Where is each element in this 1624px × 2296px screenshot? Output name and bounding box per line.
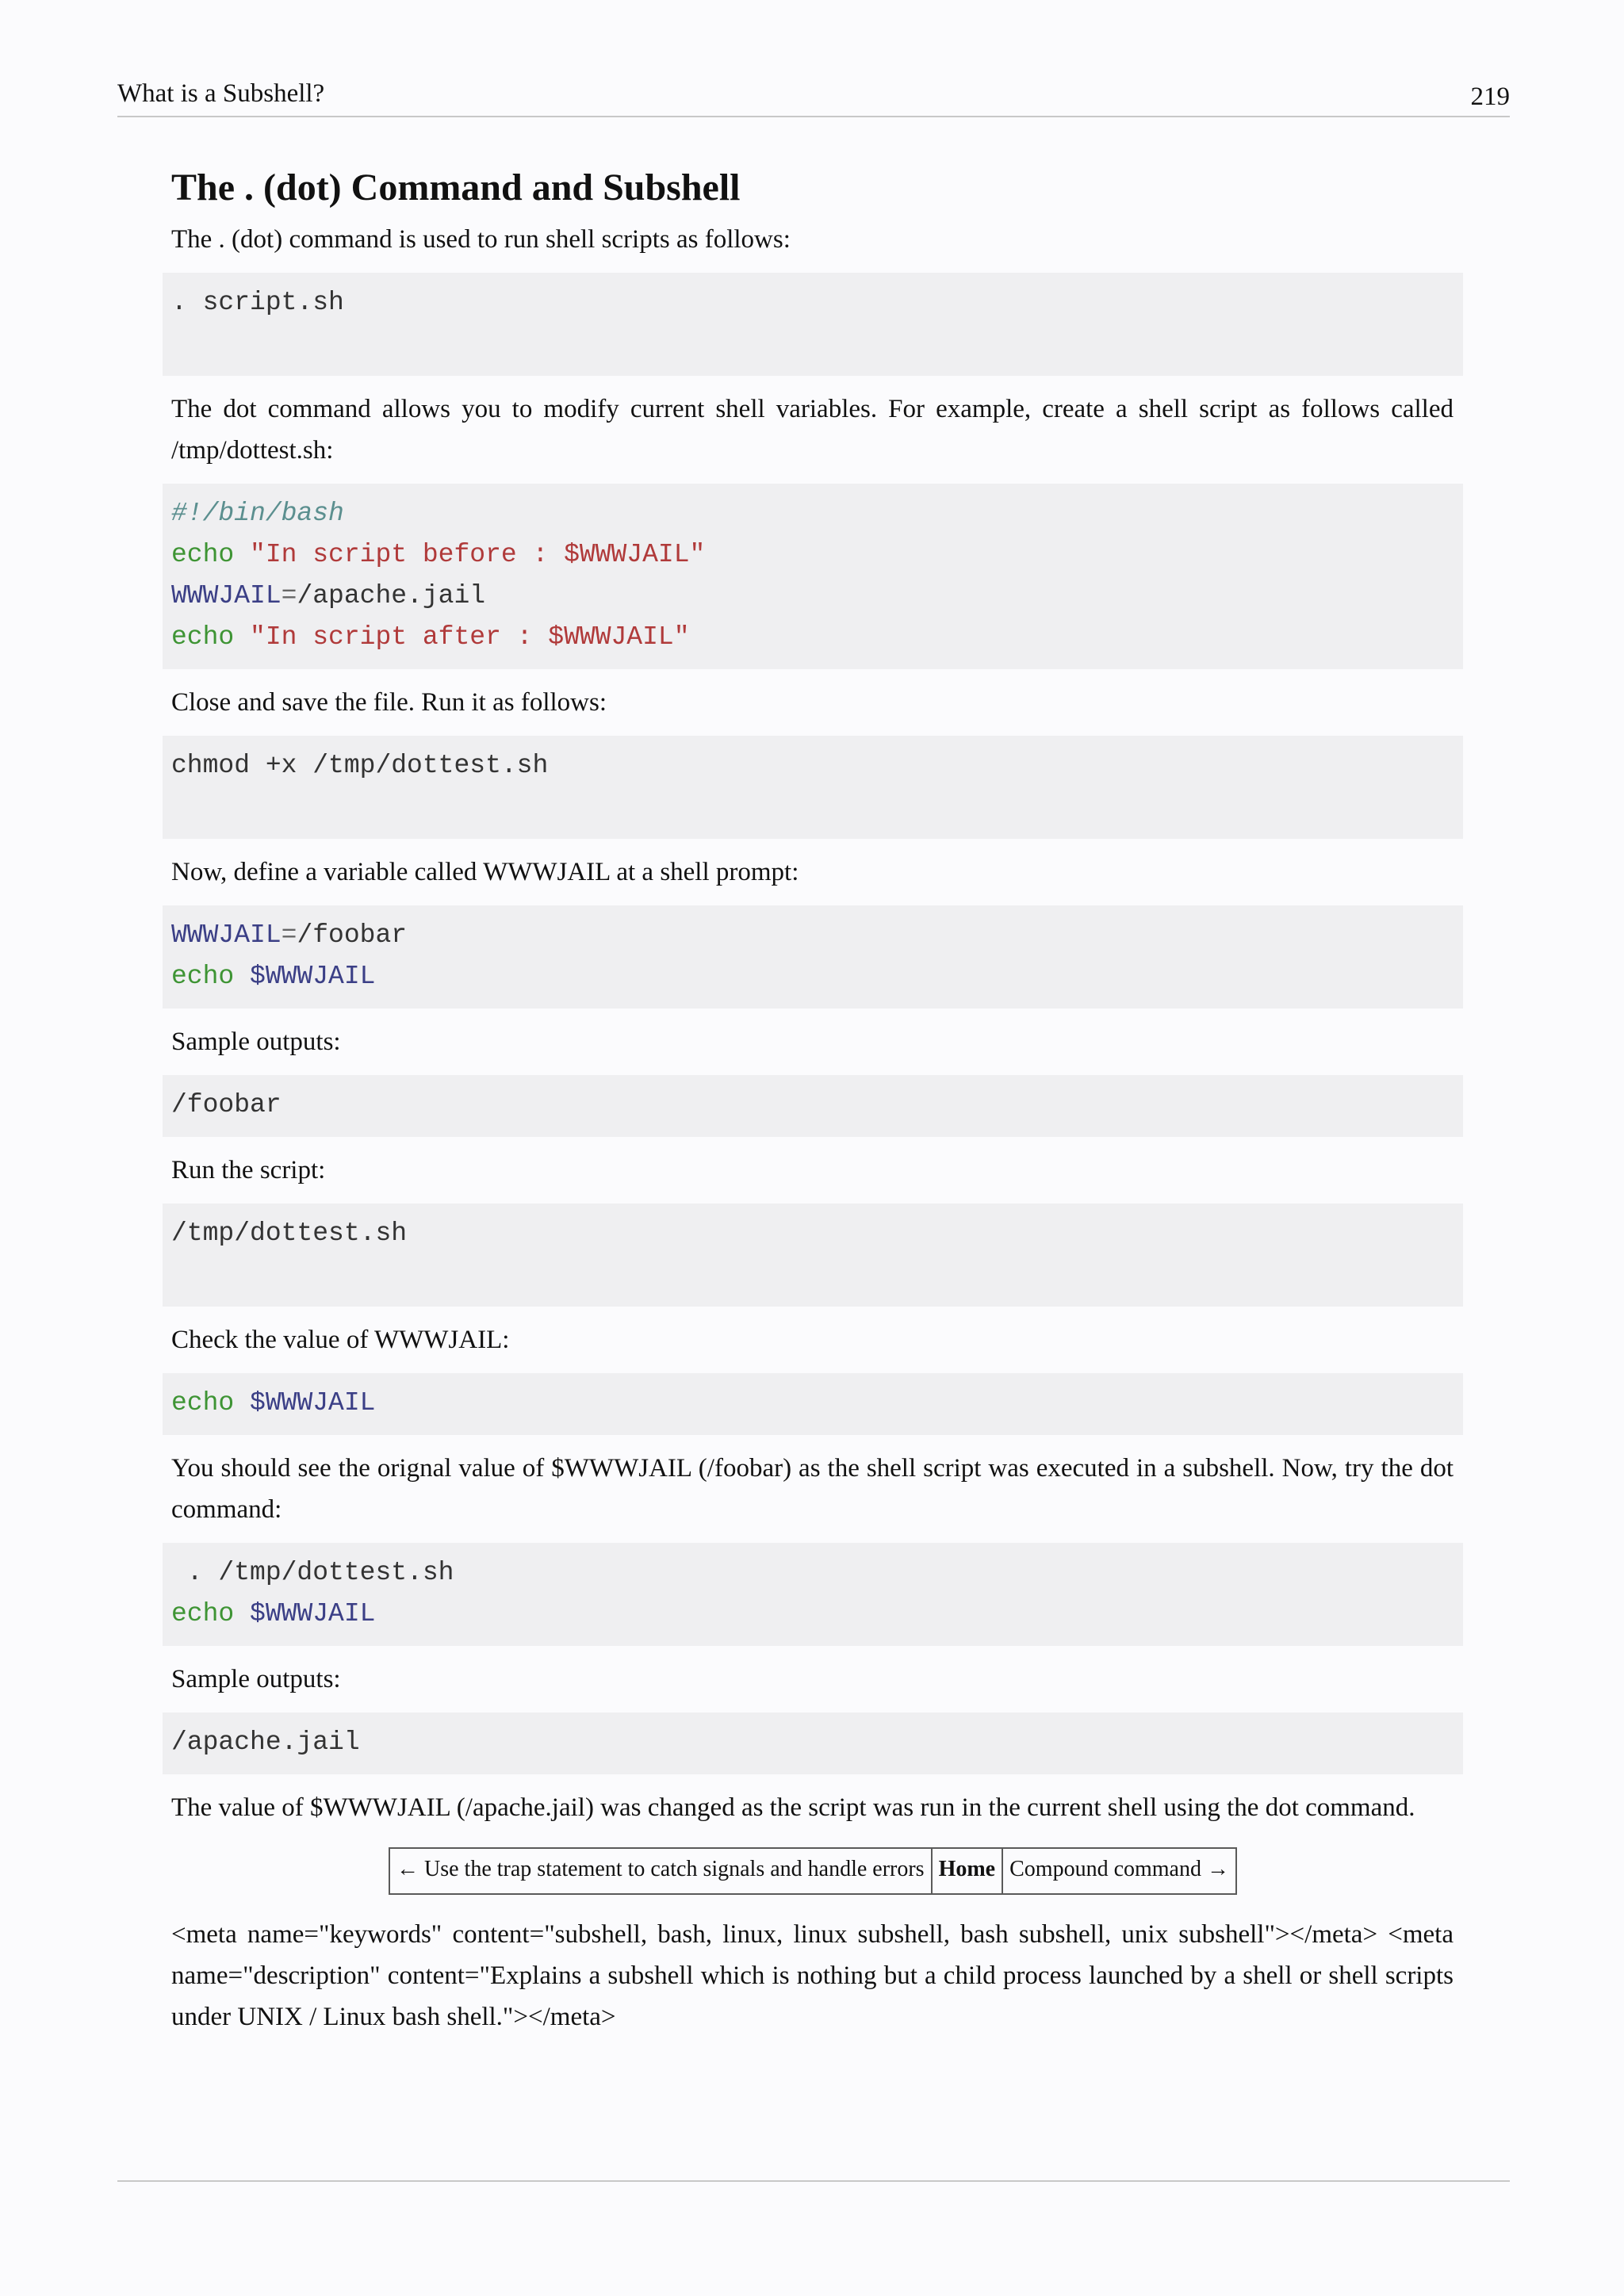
code-echo-keyword: echo [171,622,235,652]
code-echo-keyword: echo [171,962,235,991]
sample-outputs-label: Sample outputs: [171,1665,341,1693]
code-echo-keyword: echo [171,1388,235,1418]
code-block-define [163,905,1463,1008]
code-block-check [163,1373,1463,1435]
running-title: What is a Subshell? [117,79,325,108]
code-variable: $WWWJAIL [250,962,376,991]
define-paragraph: Now, define a variable called WWWJAIL at a shell prompt: [171,858,799,886]
code-operator: = [281,581,297,610]
sample-outputs-label: Sample outputs: [171,1027,341,1056]
main-content [163,163,1463,2038]
original-value-paragraph: You should see the orignal value of $WWWJAIL (/foobar) as the shell script was executed in a subshell. Now, try the dot command: [171,1454,1454,1524]
code-value: /foobar [297,920,408,950]
code-block-output-foobar [163,1075,1463,1137]
modify-paragraph: The dot command allows you to modify current shell variables. For example, create a shell script as follows called /tmp/dottest.sh: [171,395,1454,465]
page-number: 219 [1470,82,1510,111]
code-block-dot [163,1543,1463,1646]
code-line: . script.sh [171,288,344,317]
code-block-chmod [163,736,1463,839]
code-block-script [163,484,1463,669]
code-variable: $WWWJAIL [250,1599,376,1628]
page-header [117,76,1510,117]
code-string: "In script after : $WWWJAIL" [250,622,690,652]
code-line: chmod +x /tmp/dottest.sh [171,751,549,780]
code-line: /apache.jail [171,1728,360,1757]
nav-next-link[interactable]: Compound command → [1002,1848,1236,1894]
chapter-navigation [389,1847,1237,1895]
code-variable: $WWWJAIL [250,1388,376,1418]
code-shebang: #!/bin/bash [171,499,344,528]
code-string: "In script before : $WWWJAIL" [250,540,706,569]
nav-prev-link[interactable]: ← Use the trap statement to catch signals and handle errors [389,1848,932,1894]
changed-paragraph: The value of $WWWJAIL (/apache.jail) was changed as the script was run in the current shell using the dot command. [171,1793,1415,1822]
code-variable: WWWJAIL [171,920,282,950]
nav-home-link[interactable]: Home [932,1848,1003,1894]
run-paragraph: Run the script: [171,1156,326,1184]
meta-text-paragraph: <meta name="keywords" content="subshell, bash, linux, linux subshell, bash subshell, unix subshell"></meta> <meta name="description" content="Explains a subshell which is nothing but a child process launched by a shell or shell scripts under UNIX / Linux bash shell."></meta> [171,1920,1454,2031]
code-line: . /tmp/dottest.sh [171,1558,454,1587]
code-block-run-script [163,1203,1463,1307]
code-block-output-apache [163,1712,1463,1774]
code-value: /apache.jail [297,581,486,610]
code-line: /tmp/dottest.sh [171,1219,408,1248]
code-variable: WWWJAIL [171,581,282,610]
check-paragraph: Check the value of WWWJAIL: [171,1326,510,1354]
close-paragraph: Close and save the file. Run it as follows: [171,688,607,717]
section-heading: The . (dot) Command and Subshell [171,166,741,209]
code-echo-keyword: echo [171,540,235,569]
code-operator: = [281,920,297,950]
intro-paragraph: The . (dot) command is used to run shell scripts as follows: [171,225,791,254]
code-line: /foobar [171,1090,282,1119]
code-echo-keyword: echo [171,1599,235,1628]
footer-rule [117,2180,1510,2182]
code-block-run [163,273,1463,376]
